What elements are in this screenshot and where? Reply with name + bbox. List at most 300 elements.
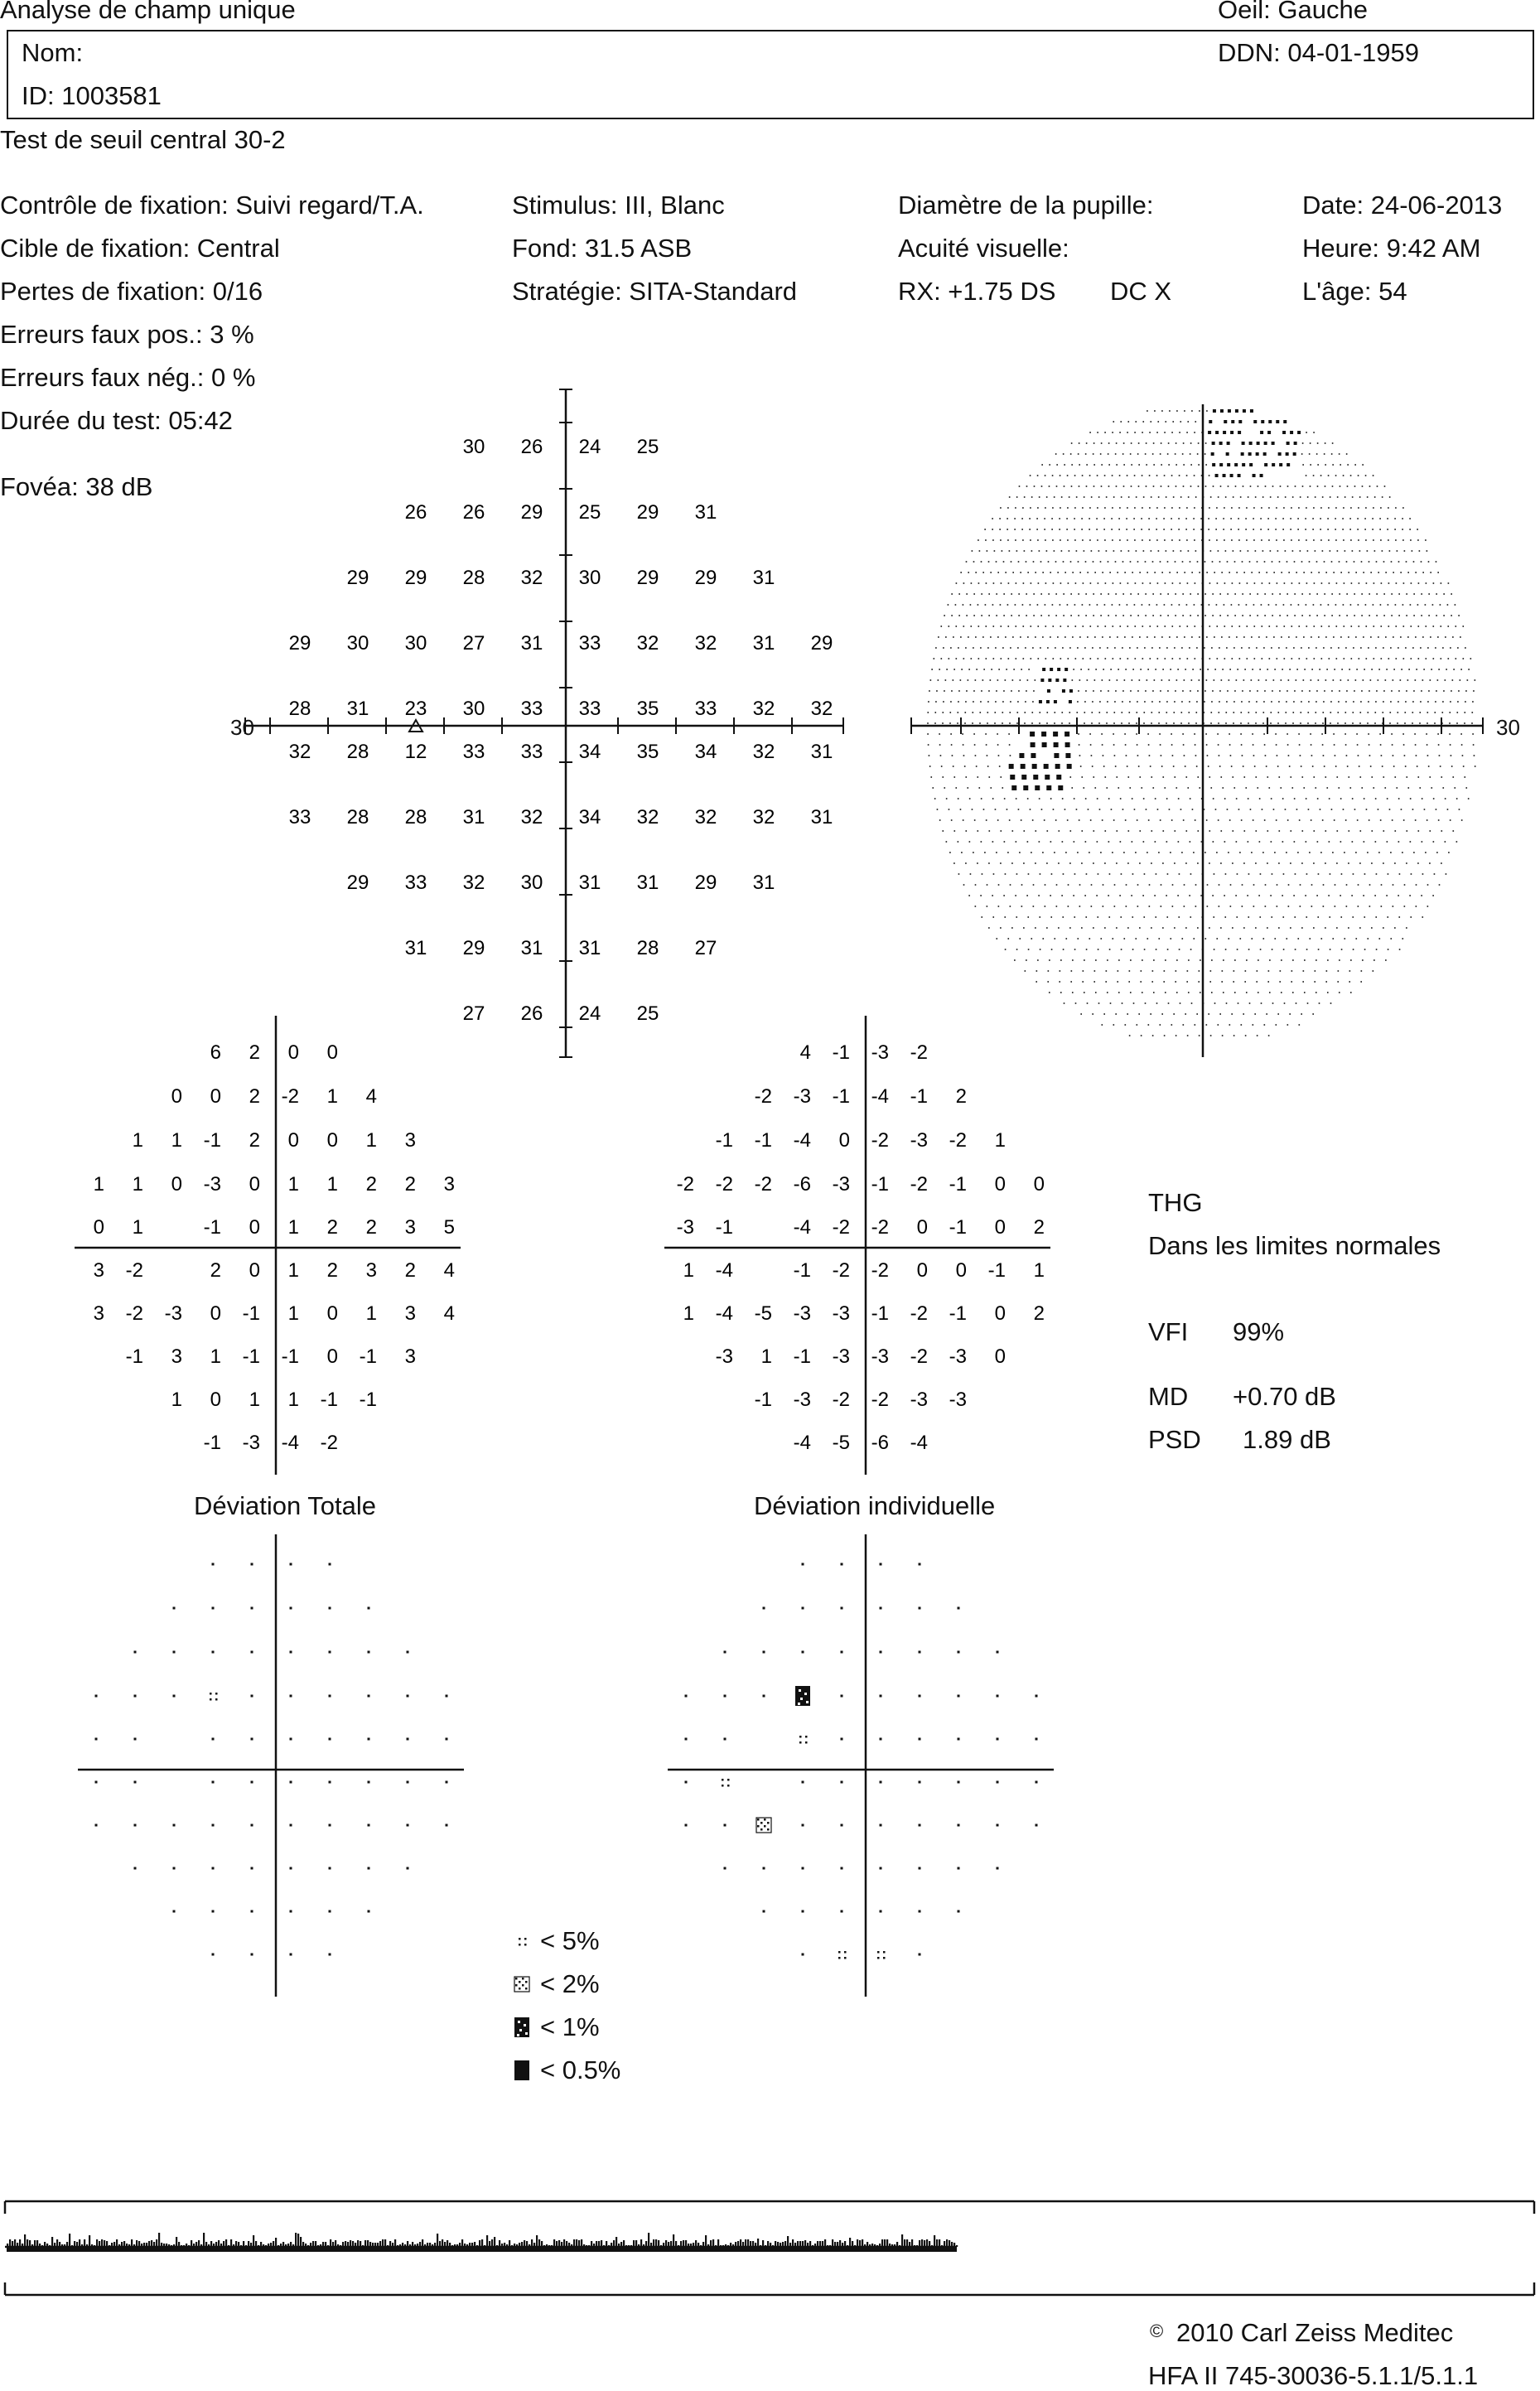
grayscale-axes [911, 404, 1483, 1057]
deviation-cell: 0 [249, 1173, 260, 1196]
normal-dot-icon [724, 1867, 727, 1870]
deviation-cell: -3 [949, 1345, 967, 1368]
deviation-cell: -1 [359, 1345, 377, 1368]
deviation-cell: -3 [242, 1432, 260, 1454]
threshold-cell: 29 [288, 632, 311, 655]
normal-dot-icon [997, 1867, 999, 1870]
deviation-cell: 0 [994, 1173, 1006, 1196]
pattern-prob-axes [668, 1534, 1054, 1997]
deviation-cell: -1 [203, 1216, 221, 1239]
p5-symbol-icon [799, 1736, 808, 1744]
deviation-cell: -1 [910, 1085, 928, 1108]
normal-dot-icon [841, 1738, 843, 1741]
normal-dot-icon [212, 1954, 215, 1956]
deviation-cell: 0 [287, 1041, 299, 1064]
normal-dot-icon [290, 1781, 292, 1784]
deviation-cell: -1 [242, 1302, 260, 1325]
deviation-cell: 1 [287, 1173, 299, 1196]
deviation-cell: 1 [683, 1302, 694, 1325]
grayscale-plot [927, 409, 1475, 1036]
deviation-cell: 0 [93, 1216, 104, 1239]
normal-dot-icon [407, 1651, 409, 1654]
threshold-cell: 24 [578, 436, 601, 458]
deviation-cell: 1 [287, 1389, 299, 1411]
normal-dot-icon [446, 1824, 448, 1827]
normal-dot-icon [997, 1738, 999, 1741]
deviation-cell: 4 [799, 1041, 811, 1064]
deviation-cell: -1 [754, 1389, 772, 1411]
threshold-cell: 30 [462, 698, 485, 720]
normal-dot-icon [251, 1910, 253, 1913]
normal-dot-icon [290, 1738, 292, 1741]
normal-dot-icon [763, 1910, 765, 1913]
threshold-cell: 31 [346, 698, 369, 720]
normal-dot-icon [251, 1695, 253, 1698]
deviation-cell: -1 [242, 1345, 260, 1368]
threshold-cell: 28 [288, 698, 311, 720]
deviation-cell: -1 [281, 1345, 299, 1368]
vfi-value: 99% [1233, 1317, 1285, 1346]
deviation-cell: 0 [210, 1085, 221, 1108]
normal-dot-icon [958, 1824, 960, 1827]
test-duration: Durée du test: 05:42 [0, 406, 233, 435]
deviation-cell: -2 [281, 1085, 299, 1108]
threshold-cell: 26 [520, 436, 543, 458]
deviation-cell: -1 [359, 1389, 377, 1411]
normal-dot-icon [251, 1867, 253, 1870]
threshold-cell: 28 [462, 567, 485, 589]
deviation-cell: 2 [1033, 1302, 1045, 1325]
legend-symbols [514, 1938, 529, 2080]
deviation-cell: -6 [793, 1173, 811, 1196]
dc: DC X [1110, 277, 1172, 306]
threshold-cell: 29 [462, 937, 485, 959]
patient-name-label: Nom: [22, 38, 84, 67]
deviation-cell: -1 [949, 1216, 967, 1239]
normal-dot-icon [251, 1824, 253, 1827]
deviation-cell: 0 [210, 1302, 221, 1325]
normal-dot-icon [407, 1824, 409, 1827]
threshold-cell: 31 [810, 806, 833, 828]
normal-dot-icon [368, 1781, 370, 1784]
normal-dot-icon [685, 1824, 688, 1827]
deviation-cell: 2 [404, 1173, 416, 1196]
threshold-cell: 33 [520, 741, 543, 763]
vfi-label: VFI [1148, 1317, 1189, 1346]
normal-dot-icon [724, 1651, 727, 1654]
normal-dot-icon [329, 1563, 331, 1566]
deviation-cell: 3 [404, 1129, 416, 1152]
deviation-cell: 0 [249, 1259, 260, 1282]
threshold-cell: 25 [578, 501, 601, 524]
threshold-axis-ticks [245, 389, 843, 1057]
deviation-cell: 1 [249, 1389, 260, 1411]
normal-dot-icon [368, 1738, 370, 1741]
threshold-cell: 30 [520, 872, 543, 894]
normal-dot-icon [134, 1738, 137, 1741]
threshold-cell: 28 [346, 806, 369, 828]
stimulus: Stimulus: III, Blanc [512, 191, 725, 220]
deviation-cell: 0 [326, 1302, 338, 1325]
deviation-cell: 1 [326, 1173, 338, 1196]
threshold-cell: 33 [578, 632, 601, 655]
normal-dot-icon [958, 1738, 960, 1741]
deviation-cell: -3 [164, 1302, 182, 1325]
p1-symbol-icon [514, 2017, 529, 2037]
threshold-cell: 29 [346, 567, 369, 589]
deviation-cell: -2 [871, 1216, 889, 1239]
deviation-cell: 1 [171, 1129, 182, 1152]
normal-dot-icon [173, 1695, 176, 1698]
deviation-cell: 0 [1033, 1173, 1045, 1196]
threshold-cell: 32 [462, 872, 485, 894]
deviation-cell: -3 [203, 1173, 221, 1196]
deviation-cell: -1 [793, 1259, 811, 1282]
threshold-cell: 34 [694, 741, 717, 763]
deviation-cell: -3 [871, 1345, 889, 1368]
deviation-cell: 1 [171, 1389, 182, 1411]
threshold-cell: 12 [404, 741, 427, 763]
deviation-cell: 4 [443, 1259, 455, 1282]
threshold-cell: 32 [636, 632, 659, 655]
normal-dot-icon [841, 1781, 843, 1784]
normal-dot-icon [173, 1824, 176, 1827]
normal-dot-icon [880, 1651, 882, 1654]
normal-dot-icon [685, 1738, 688, 1741]
threshold-cell: 31 [520, 632, 543, 655]
deviation-cell: -2 [754, 1085, 772, 1108]
normal-dot-icon [290, 1954, 292, 1956]
false-neg-errors: Erreurs faux nég.: 0 % [0, 363, 256, 392]
threshold-cell: 28 [346, 741, 369, 763]
deviation-cell: 1 [132, 1216, 143, 1239]
threshold-axes [245, 389, 843, 1057]
deviation-cell: -1 [125, 1345, 143, 1368]
threshold-cell: 29 [404, 567, 427, 589]
threshold-cell: 31 [810, 741, 833, 763]
normal-dot-icon [919, 1910, 921, 1913]
deviation-cell: -2 [125, 1302, 143, 1325]
psd-label: PSD [1148, 1425, 1201, 1454]
deviation-cell: 1 [683, 1259, 694, 1282]
deviation-cell: -2 [320, 1432, 338, 1454]
normal-dot-icon [173, 1651, 176, 1654]
deviation-cell: -1 [320, 1389, 338, 1411]
deviation-cell: 1 [287, 1259, 299, 1282]
normal-dot-icon [841, 1607, 843, 1610]
md-value: +0.70 dB [1233, 1382, 1336, 1411]
deviation-cell: -4 [793, 1129, 811, 1152]
deviation-cell: 2 [249, 1041, 260, 1064]
normal-dot-icon [880, 1910, 882, 1913]
normal-dot-icon [95, 1781, 98, 1784]
normal-dot-icon [368, 1695, 370, 1698]
p2-symbol-icon [756, 1818, 771, 1833]
deviation-cell: -2 [832, 1259, 850, 1282]
pupil-diameter: Diamètre de la pupille: [898, 191, 1154, 220]
deviation-cell: 0 [326, 1041, 338, 1064]
deviation-cell: -2 [910, 1173, 928, 1196]
threshold-cell: 33 [462, 741, 485, 763]
pattern-deviation-title: Déviation individuelle [754, 1491, 996, 1520]
total-deviation-title: Déviation Totale [194, 1491, 377, 1520]
normal-dot-icon [685, 1781, 688, 1784]
normal-dot-icon [880, 1781, 882, 1784]
normal-dot-icon [763, 1695, 765, 1698]
normal-dot-icon [685, 1695, 688, 1698]
threshold-cell: 32 [752, 741, 775, 763]
normal-dot-icon [841, 1910, 843, 1913]
deviation-cell: -1 [871, 1173, 889, 1196]
deviation-cell: 1 [1033, 1259, 1045, 1282]
threshold-cell: 27 [694, 937, 717, 959]
deviation-cell: 2 [1033, 1216, 1045, 1239]
deviation-cell: 2 [404, 1259, 416, 1282]
threshold-cell: 23 [404, 698, 427, 720]
deviation-cell: -2 [871, 1259, 889, 1282]
normal-dot-icon [368, 1824, 370, 1827]
deviation-cell: 2 [955, 1085, 967, 1108]
total-deviation-axes [75, 1016, 461, 1475]
normal-dot-icon [1036, 1738, 1038, 1741]
deviation-cell: -3 [793, 1085, 811, 1108]
deviation-cell: 1 [93, 1173, 104, 1196]
gaze-tracker-bars [7, 2233, 958, 2252]
normal-dot-icon [880, 1867, 882, 1870]
threshold-cell: 32 [810, 698, 833, 720]
normal-dot-icon [329, 1824, 331, 1827]
normal-dot-icon [880, 1738, 882, 1741]
normal-dot-icon [407, 1738, 409, 1741]
threshold-cell: 33 [288, 806, 311, 828]
normal-dot-icon [95, 1738, 98, 1741]
deviation-cell: 0 [249, 1216, 260, 1239]
strategy: Stratégie: SITA-Standard [512, 277, 798, 306]
deviation-cell: -3 [793, 1302, 811, 1325]
deviation-cell: -1 [754, 1129, 772, 1152]
normal-dot-icon [290, 1651, 292, 1654]
p2-symbol-icon [514, 1977, 529, 1992]
threshold-cell: 26 [520, 1002, 543, 1025]
threshold-cell: 29 [694, 567, 717, 589]
deviation-cell: 0 [210, 1389, 221, 1411]
normal-dot-icon [134, 1651, 137, 1654]
normal-dot-icon [802, 1651, 804, 1654]
threshold-cell: 31 [578, 872, 601, 894]
patient-age: L'âge: 54 [1302, 277, 1407, 306]
normal-dot-icon [841, 1824, 843, 1827]
deviation-cell: -1 [871, 1302, 889, 1325]
pattern-prob-symbols [685, 1563, 1038, 1959]
normal-dot-icon [212, 1781, 215, 1784]
threshold-axis-label-left: 30 [230, 715, 254, 740]
deviation-cell: 2 [365, 1173, 377, 1196]
deviation-cell: 1 [132, 1173, 143, 1196]
threshold-cell: 26 [404, 501, 427, 524]
deviation-cell: 1 [210, 1345, 221, 1368]
report-title: Analyse de champ unique [0, 0, 296, 24]
threshold-cell: 35 [636, 741, 659, 763]
deviation-cell: 0 [326, 1345, 338, 1368]
normal-dot-icon [251, 1781, 253, 1784]
deviation-cell: 0 [994, 1216, 1006, 1239]
deviation-cell: -3 [871, 1041, 889, 1064]
normal-dot-icon [95, 1824, 98, 1827]
normal-dot-icon [290, 1910, 292, 1913]
ght-value: Dans les limites normales [1148, 1231, 1441, 1260]
deviation-cell: 1 [326, 1085, 338, 1108]
deviation-cell: -2 [832, 1216, 850, 1239]
threshold-cell: 33 [520, 698, 543, 720]
normal-dot-icon [841, 1651, 843, 1654]
threshold-cell: 30 [404, 632, 427, 655]
threshold-cell: 31 [404, 937, 427, 959]
deviation-cell: 3 [404, 1302, 416, 1325]
threshold-cell: 31 [752, 632, 775, 655]
normal-dot-icon [134, 1867, 137, 1870]
deviation-cell: -2 [871, 1389, 889, 1411]
normal-dot-icon [368, 1867, 370, 1870]
threshold-cell: 31 [694, 501, 717, 524]
normal-dot-icon [329, 1738, 331, 1741]
p5-symbol-icon [877, 1951, 886, 1959]
p5-symbol-icon [838, 1951, 847, 1959]
threshold-cell: 34 [578, 806, 601, 828]
deviation-cell: 1 [287, 1302, 299, 1325]
deviation-cell: 3 [171, 1345, 182, 1368]
normal-dot-icon [329, 1607, 331, 1610]
threshold-cell: 34 [578, 741, 601, 763]
normal-dot-icon [997, 1781, 999, 1784]
deviation-cell: -1 [203, 1129, 221, 1152]
deviation-cell: -5 [832, 1432, 850, 1454]
normal-dot-icon [919, 1867, 921, 1870]
normal-dot-icon [802, 1607, 804, 1610]
threshold-cell: 28 [404, 806, 427, 828]
copyright-symbol: © [1150, 2321, 1164, 2341]
deviation-cell: -4 [910, 1432, 928, 1454]
normal-dot-icon [134, 1824, 137, 1827]
normal-dot-icon [958, 1867, 960, 1870]
normal-dot-icon [212, 1651, 215, 1654]
deviation-cell: -2 [832, 1389, 850, 1411]
normal-dot-icon [290, 1607, 292, 1610]
threshold-cell: 31 [636, 872, 659, 894]
normal-dot-icon [446, 1695, 448, 1698]
normal-dot-icon [841, 1695, 843, 1698]
deviation-cell: 3 [93, 1259, 104, 1282]
normal-dot-icon [251, 1954, 253, 1956]
deviation-cell: 0 [287, 1129, 299, 1152]
threshold-values [289, 436, 833, 1025]
normal-dot-icon [251, 1563, 253, 1566]
deviation-cell: -1 [832, 1085, 850, 1108]
normal-dot-icon [763, 1867, 765, 1870]
deviation-cell: 0 [994, 1345, 1006, 1368]
normal-dot-icon [134, 1695, 137, 1698]
threshold-cell: 35 [636, 698, 659, 720]
normal-dot-icon [958, 1695, 960, 1698]
threshold-cell: 25 [636, 436, 659, 458]
deviation-cell: -2 [754, 1173, 772, 1196]
deviation-cell: -4 [281, 1432, 299, 1454]
deviation-cell: 0 [171, 1173, 182, 1196]
legend-label-2: < 2% [540, 1969, 600, 1998]
deviation-cell: -6 [871, 1432, 889, 1454]
deviation-cell: 1 [287, 1216, 299, 1239]
normal-dot-icon [212, 1738, 215, 1741]
p05-symbol-icon [514, 2060, 529, 2080]
normal-dot-icon [958, 1910, 960, 1913]
deviation-cell: 0 [326, 1129, 338, 1152]
normal-dot-icon [919, 1695, 921, 1698]
normal-dot-icon [958, 1651, 960, 1654]
background: Fond: 31.5 ASB [512, 234, 693, 263]
normal-dot-icon [802, 1910, 804, 1913]
deviation-cell: -1 [832, 1041, 850, 1064]
threshold-cell: 32 [694, 632, 717, 655]
normal-dot-icon [841, 1867, 843, 1870]
deviation-cell: -4 [871, 1085, 889, 1108]
normal-dot-icon [212, 1910, 215, 1913]
deviation-cell: 3 [93, 1302, 104, 1325]
normal-dot-icon [251, 1651, 253, 1654]
normal-dot-icon [329, 1781, 331, 1784]
normal-dot-icon [919, 1651, 921, 1654]
threshold-cell: 29 [810, 632, 833, 655]
grayscale-axis-label: 30 [1496, 715, 1520, 740]
deviation-cell: 0 [838, 1129, 850, 1152]
threshold-cell: 30 [578, 567, 601, 589]
normal-dot-icon [407, 1695, 409, 1698]
normal-dot-icon [880, 1824, 882, 1827]
visual-acuity: Acuité visuelle: [898, 234, 1069, 263]
p5-symbol-icon [210, 1693, 218, 1701]
normal-dot-icon [251, 1738, 253, 1741]
deviation-cell: -3 [832, 1173, 850, 1196]
normal-dot-icon [763, 1607, 765, 1610]
deviation-cell: 1 [365, 1302, 377, 1325]
deviation-cell: -3 [949, 1389, 967, 1411]
normal-dot-icon [290, 1695, 292, 1698]
deviation-cell: -2 [910, 1345, 928, 1368]
test-time: Heure: 9:42 AM [1302, 234, 1481, 263]
legend-label-1: < 1% [540, 2012, 600, 2041]
threshold-cell: 31 [520, 937, 543, 959]
deviation-cell: 4 [443, 1302, 455, 1325]
threshold-cell: 32 [636, 806, 659, 828]
deviation-cell: 5 [443, 1216, 455, 1239]
threshold-cell: 29 [346, 872, 369, 894]
threshold-cell: 28 [636, 937, 659, 959]
device-model: HFA II 745-30036-5.1.1/5.1.1 [1148, 2361, 1479, 2390]
patient-dob: DDN: 04-01-1959 [1218, 38, 1419, 67]
threshold-cell: 25 [636, 1002, 659, 1025]
normal-dot-icon [407, 1781, 409, 1784]
normal-dot-icon [407, 1867, 409, 1870]
threshold-cell: 27 [462, 1002, 485, 1025]
threshold-cell: 32 [288, 741, 311, 763]
deviation-cell: -3 [910, 1389, 928, 1411]
deviation-cell: -1 [949, 1173, 967, 1196]
normal-dot-icon [724, 1738, 727, 1741]
deviation-cell: -1 [987, 1259, 1006, 1282]
normal-dot-icon [802, 1781, 804, 1784]
total-prob-axes [78, 1534, 464, 1997]
deviation-cell: -3 [832, 1302, 850, 1325]
normal-dot-icon [919, 1781, 921, 1784]
deviation-cell: 1 [994, 1129, 1006, 1152]
